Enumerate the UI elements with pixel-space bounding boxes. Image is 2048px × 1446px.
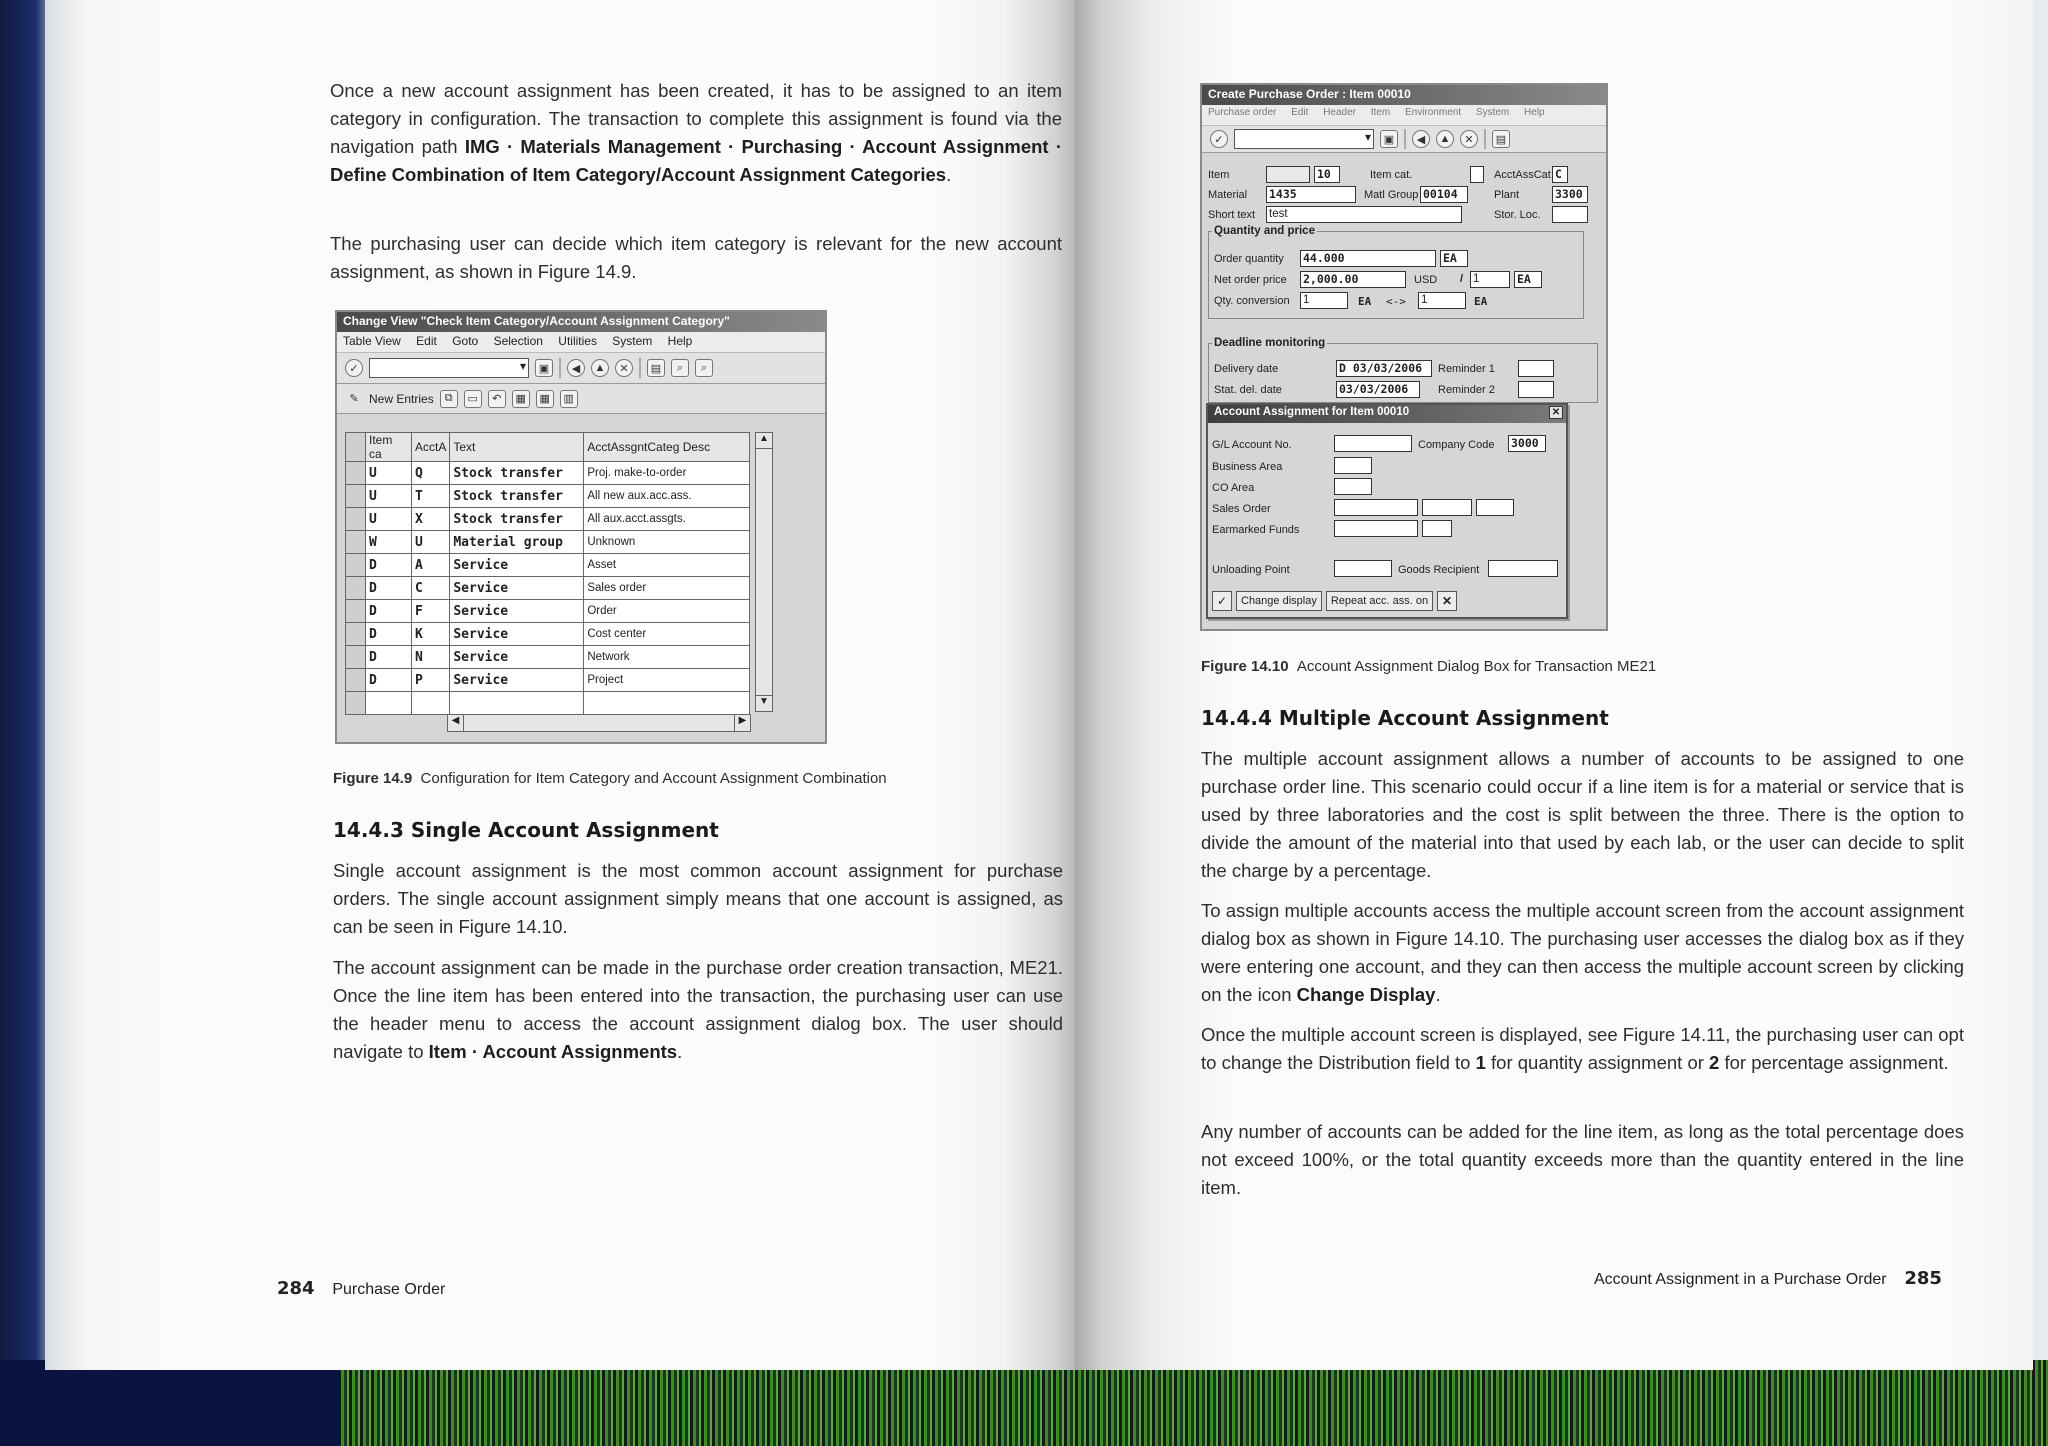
cell-item-category[interactable]: D	[366, 623, 412, 646]
cell-category-desc[interactable]: All new aux.acc.ass.	[584, 485, 750, 508]
cell-text[interactable]: Service	[450, 646, 584, 669]
row-selector[interactable]	[346, 669, 366, 692]
currency-label: USD	[1414, 274, 1438, 286]
cell-item-category[interactable]: D	[366, 600, 412, 623]
figure-14-9-sap-window	[335, 310, 827, 744]
co-area-label: CO Area	[1212, 482, 1255, 494]
row-selector[interactable]	[346, 462, 366, 485]
empty-cell[interactable]	[412, 692, 450, 715]
heading-single-account-assignment: 14.4.3 Single Account Assignment	[333, 818, 719, 842]
sap-application-toolbar	[337, 384, 825, 414]
net-price-field[interactable]: 2,000.00	[1300, 271, 1406, 288]
table-row[interactable]	[346, 531, 750, 554]
table-row[interactable]	[346, 669, 750, 692]
select-block-icon[interactable]: ▦	[536, 390, 554, 408]
command-field[interactable]	[1234, 129, 1374, 149]
exit-icon[interactable]: ▲	[591, 359, 609, 377]
dialog-close-icon[interactable]: ✕	[1549, 406, 1563, 419]
conversion-arrow: <->	[1386, 295, 1406, 308]
scroll-right-icon[interactable]: ▶	[734, 715, 750, 731]
confirm-check-icon[interactable]: ✓	[1212, 591, 1232, 611]
order-price-unit-field[interactable]: EA	[1514, 271, 1542, 288]
cell-acct-assignment[interactable]: U	[412, 531, 450, 554]
table-row-empty[interactable]	[346, 692, 750, 715]
menu-help[interactable]: Help	[1524, 107, 1545, 118]
dialog-title: Account Assignment for Item 00010	[1214, 406, 1410, 418]
row-selector[interactable]	[346, 554, 366, 577]
left-paragraph-4: The account assignment can be made in the purchase order creation transaction, ME21. Once the line item has been entered into the transaction, the purchasing user can use the header menu to access the account assignment dialog box. The user should navigate to Item · Account Assignments.	[333, 957, 1063, 1062]
empty-cell[interactable]	[450, 692, 584, 715]
goods-recipient-label: Goods Recipient	[1398, 564, 1480, 576]
matl-group-field[interactable]: 00104	[1420, 186, 1468, 203]
right-paragraph-2: To assign multiple accounts access the multiple account screen from the account assignment dialog box as shown in Figure 14.10. The purchasing user accesses the dialog box as if they were entering one account, and they can then access the multiple account screen by clicking on the icon Change Display.	[1201, 900, 1964, 1005]
price-unit-field[interactable]: 1	[1470, 271, 1510, 288]
navigation-path-item: Item · Account Assignments	[428, 1041, 678, 1062]
item-category-field[interactable]	[1470, 166, 1484, 183]
command-field[interactable]	[369, 358, 529, 378]
save-icon[interactable]: ▣	[1380, 130, 1398, 148]
dialog-title-bar	[1208, 405, 1566, 423]
print-icon[interactable]: ▤	[1492, 130, 1510, 148]
per-separator: /	[1460, 273, 1464, 285]
cell-item-category[interactable]: U	[366, 508, 412, 531]
menu-system[interactable]: System	[1475, 107, 1510, 118]
sap-menu-bar	[337, 332, 825, 352]
page-number-285: 285	[1904, 1268, 1942, 1289]
cell-item-category[interactable]: W	[366, 531, 412, 554]
cell-category-desc[interactable]: Cost center	[584, 623, 750, 646]
earmarked-funds-label: Earmarked Funds	[1212, 524, 1300, 536]
cell-text[interactable]: Material group	[450, 531, 584, 554]
delete-icon[interactable]: ▭	[464, 390, 482, 408]
cell-acct-assignment[interactable]: N	[412, 646, 450, 669]
item-category-label: Item cat.	[1370, 169, 1413, 181]
right-paragraph-4: Any number of accounts can be added for the line item, as long as the total percentage does not exceed 100%, or the total quantity exceeds more than the quantity entered in the line item.	[1201, 1121, 1964, 1198]
cell-acct-assignment[interactable]: T	[412, 485, 450, 508]
scanner-background-bottom	[0, 1360, 2048, 1446]
cell-category-desc[interactable]: Unknown	[584, 531, 750, 554]
cell-item-category[interactable]: D	[366, 669, 412, 692]
table-row[interactable]	[346, 577, 750, 600]
sales-order-field[interactable]	[1334, 499, 1418, 516]
table-row[interactable]	[346, 623, 750, 646]
menu-environment[interactable]: Environment	[1405, 107, 1462, 118]
table-row[interactable]	[346, 646, 750, 669]
item-prefix-field[interactable]	[1266, 166, 1310, 183]
copy-icon[interactable]: ⧉	[440, 390, 458, 408]
menu-item[interactable]: Item	[1370, 107, 1391, 118]
row-selector[interactable]	[346, 577, 366, 600]
change-display-term: Change Display	[1296, 984, 1436, 1005]
cell-text[interactable]: Service	[450, 577, 584, 600]
figure-14-10-caption: Figure 14.10 Account Assignment Dialog Box for Transaction ME21	[1201, 658, 1657, 675]
business-area-label: Business Area	[1212, 461, 1283, 473]
net-price-label: Net order price	[1214, 274, 1287, 286]
cell-text[interactable]: Service	[450, 554, 584, 577]
table-header-row	[346, 433, 750, 462]
change-display-button[interactable]: Change display	[1236, 591, 1322, 611]
right-page-footer: Account Assignment in a Purchase Order 285	[1594, 1268, 1942, 1289]
create-po-window-title: Create Purchase Order : Item 00010	[1202, 85, 1606, 105]
new-entries-button[interactable]: New Entries	[369, 391, 434, 406]
table-row[interactable]	[346, 554, 750, 577]
enter-check-icon[interactable]: ✓	[1210, 130, 1228, 148]
cell-acct-assignment[interactable]: X	[412, 508, 450, 531]
menu-help[interactable]: Help	[667, 334, 693, 348]
enter-check-icon[interactable]: ✓	[345, 359, 363, 377]
unloading-point-field[interactable]	[1334, 560, 1392, 577]
item-label: Item	[1208, 169, 1230, 181]
delivery-date-field[interactable]: D 03/03/2006	[1336, 360, 1432, 377]
cell-category-desc[interactable]: Order	[584, 600, 750, 623]
table-row[interactable]	[346, 462, 750, 485]
find-next-icon[interactable]: ⌕	[695, 359, 713, 377]
cell-text[interactable]: Service	[450, 669, 584, 692]
page-number-284: 284	[277, 1278, 315, 1299]
right-paragraph-3: Once the multiple account screen is displayed, see Figure 14.11, the purchasing user can opt to change the Distribution field to 1 for quantity assignment or 2 for percentage assignment.	[1201, 1024, 1964, 1073]
cancel-icon[interactable]: ✕	[615, 359, 633, 377]
unloading-point-label: Unloading Point	[1212, 564, 1290, 576]
cell-acct-assignment[interactable]: Q	[412, 462, 450, 485]
qty-conversion-unit-a: EA	[1358, 295, 1372, 308]
acct-ass-cat-field[interactable]: C	[1552, 166, 1568, 183]
qty-conversion-a-field[interactable]: 1	[1300, 292, 1348, 309]
deadline-monitoring-title: Deadline monitoring	[1214, 337, 1326, 349]
item-number-field[interactable]: 10	[1314, 166, 1340, 183]
cell-text[interactable]: Stock transfer	[450, 508, 584, 531]
material-label: Material	[1208, 189, 1248, 201]
acct-ass-cat-label: AcctAssCat	[1494, 169, 1551, 181]
left-paragraph-3: Single account assignment is the most common account assignment for purchase orders. The single account assignment simply means that one account is assigned, as can be seen in Figure 14.10.	[333, 860, 1063, 937]
sap-standard-toolbar	[337, 352, 825, 384]
earmarked-funds-field[interactable]	[1334, 520, 1418, 537]
sales-order-item-field[interactable]	[1422, 499, 1472, 516]
cell-category-desc[interactable]: Network	[584, 646, 750, 669]
row-selector[interactable]	[346, 531, 366, 554]
find-icon[interactable]: ⌕	[671, 359, 689, 377]
reminder-1-label: Reminder 1	[1438, 363, 1495, 375]
plant-label: Plant	[1494, 189, 1520, 201]
order-quantity-label: Order quantity	[1214, 253, 1284, 265]
reminder-2-label: Reminder 2	[1438, 384, 1495, 396]
menu-edit[interactable]: Edit	[416, 334, 437, 348]
cell-category-desc[interactable]: All aux.acct.assgts.	[584, 508, 750, 531]
cell-text[interactable]: Stock transfer	[450, 485, 584, 508]
sales-order-schedule-field[interactable]	[1476, 499, 1514, 516]
heading-multiple-account-assignment: 14.4.4 Multiple Account Assignment	[1201, 706, 1609, 730]
short-text-field[interactable]: test	[1266, 206, 1462, 223]
earmarked-funds-item-field[interactable]	[1422, 520, 1452, 537]
cell-text[interactable]: Service	[450, 600, 584, 623]
material-field[interactable]: 1435	[1266, 186, 1356, 203]
business-area-field[interactable]	[1334, 457, 1372, 474]
left-page	[45, 0, 1075, 1370]
delivery-date-label: Delivery date	[1214, 363, 1279, 375]
company-code-label: Company Code	[1418, 439, 1495, 451]
deselect-all-icon[interactable]: ▥	[560, 390, 578, 408]
left-paragraph-2: The purchasing user can decide which item category is relevant for the new account assignment, as shown in Figure 14.9.	[330, 233, 1062, 282]
menu-selection[interactable]: Selection	[493, 334, 543, 348]
scroll-left-icon[interactable]: ◀	[448, 715, 464, 731]
cell-text[interactable]: Service	[450, 623, 584, 646]
scroll-up-icon[interactable]: ▲	[756, 433, 772, 449]
sap-window-title: Change View "Check Item Category/Account Assignment Category"	[337, 312, 825, 332]
column-header-category-desc[interactable]: AcctAssgntCateg Desc	[584, 433, 750, 462]
cell-item-category[interactable]: U	[366, 485, 412, 508]
cell-item-category[interactable]: D	[366, 646, 412, 669]
table-vertical-scrollbar[interactable]	[755, 432, 773, 712]
row-selector[interactable]	[346, 485, 366, 508]
table-row[interactable]	[346, 508, 750, 531]
scroll-down-icon[interactable]: ▼	[756, 695, 772, 711]
plant-field[interactable]: 3300	[1552, 186, 1588, 203]
create-po-toolbar	[1202, 125, 1606, 153]
left-paragraph-1: Once a new account assignment has been created, it has to be assigned to an item category in configuration. The transaction to complete this assignment is found via the navigation path IMG · Materials Management · Purchasing · Account Assignment · Define Combination of Item Category/Account Assignment Categories.	[330, 80, 1062, 185]
row-selector-header[interactable]	[346, 433, 366, 462]
co-area-field[interactable]	[1334, 478, 1372, 495]
sales-order-label: Sales Order	[1212, 503, 1271, 515]
new-entries-icon[interactable]: ✎	[349, 393, 359, 405]
row-selector[interactable]	[346, 692, 366, 715]
item-category-table	[345, 432, 750, 715]
cell-item-category[interactable]: D	[366, 554, 412, 577]
cell-category-desc[interactable]: Asset	[584, 554, 750, 577]
stat-del-date-label: Stat. del. date	[1214, 384, 1282, 396]
stor-loc-label: Stor. Loc.	[1494, 209, 1541, 221]
menu-system[interactable]: System	[612, 334, 653, 348]
cell-acct-assignment[interactable]: P	[412, 669, 450, 692]
navigation-path-img: IMG · Materials Management · Purchasing · Account Assignment · Define Combination of Item Category/Account Assignment Categories	[330, 136, 1062, 185]
column-header-item-category[interactable]: Item ca	[366, 433, 412, 462]
gl-account-field[interactable]	[1334, 435, 1412, 452]
account-assignment-dialog	[1206, 403, 1568, 619]
order-quantity-field[interactable]: 44.000	[1300, 250, 1436, 267]
cell-item-category[interactable]: U	[366, 462, 412, 485]
goods-recipient-field[interactable]	[1488, 560, 1558, 577]
menu-utilities[interactable]: Utilities	[558, 334, 597, 348]
quantity-price-title: Quantity and price	[1214, 225, 1315, 237]
stat-del-date-field[interactable]: 03/03/2006	[1336, 381, 1420, 398]
menu-goto[interactable]: Goto	[452, 334, 479, 348]
row-selector[interactable]	[346, 600, 366, 623]
right-paragraph-1: The multiple account assignment allows a number of accounts to be assigned to one purchase order line. This scenario could occur if a line item is for a material or service that is used by three laboratories and the cost is split between the three. There is the option to divide the amount of the material into that used by each lab, or the user can decide to split the charge by a percentage.	[1201, 748, 1964, 881]
reminder-2-field[interactable]	[1518, 381, 1554, 398]
create-po-menu-bar	[1202, 105, 1606, 125]
row-selector[interactable]	[346, 623, 366, 646]
dialog-button-row	[1212, 591, 1457, 611]
column-header-acct-assignment[interactable]: AcctA	[412, 433, 450, 462]
table-row[interactable]	[346, 485, 750, 508]
menu-purchase-order[interactable]: Purchase order	[1208, 107, 1277, 118]
repeat-acc-ass-button[interactable]: Repeat acc. ass. on	[1326, 591, 1433, 611]
menu-table-view[interactable]: Table View	[343, 334, 401, 348]
gl-account-label: G/L Account No.	[1212, 439, 1292, 451]
back-icon[interactable]: ◀	[567, 359, 585, 377]
table-horizontal-scrollbar[interactable]	[447, 714, 751, 732]
short-text-label: Short text	[1208, 209, 1256, 221]
empty-cell[interactable]	[366, 692, 412, 715]
qty-conversion-unit-b: EA	[1474, 295, 1488, 308]
cell-acct-assignment[interactable]: C	[412, 577, 450, 600]
cell-acct-assignment[interactable]: K	[412, 623, 450, 646]
figure-14-10-sap-window	[1200, 83, 1608, 631]
table-row[interactable]	[346, 600, 750, 623]
right-page	[1075, 0, 2033, 1370]
cell-item-category[interactable]: D	[366, 577, 412, 600]
qty-conversion-label: Qty. conversion	[1214, 295, 1290, 307]
column-header-text[interactable]: Text	[450, 433, 584, 462]
reminder-1-field[interactable]	[1518, 360, 1554, 377]
qty-conversion-b-field[interactable]: 1	[1418, 292, 1466, 309]
stor-loc-field[interactable]	[1552, 206, 1588, 223]
back-icon[interactable]: ◀	[1412, 130, 1430, 148]
order-quantity-unit-field[interactable]: EA	[1440, 250, 1468, 267]
menu-edit[interactable]: Edit	[1291, 107, 1309, 118]
cell-category-desc[interactable]: Proj. make-to-order	[584, 462, 750, 485]
matl-group-label: Matl Group	[1364, 189, 1419, 201]
figure-14-9-caption: Figure 14.9 Configuration for Item Category and Account Assignment Combination	[333, 770, 887, 787]
cancel-icon[interactable]: ✕	[1460, 130, 1478, 148]
cell-text[interactable]: Stock transfer	[450, 462, 584, 485]
print-icon[interactable]: ▤	[647, 359, 665, 377]
cell-category-desc[interactable]: Sales order	[584, 577, 750, 600]
select-all-icon[interactable]: ▦	[512, 390, 530, 408]
exit-icon[interactable]: ▲	[1436, 130, 1454, 148]
cancel-x-icon[interactable]: ✕	[1437, 591, 1457, 611]
row-selector[interactable]	[346, 646, 366, 669]
save-icon[interactable]: ▣	[535, 359, 553, 377]
undo-icon[interactable]: ↶	[488, 390, 506, 408]
cell-category-desc[interactable]: Project	[584, 669, 750, 692]
empty-cell[interactable]	[584, 692, 750, 715]
cell-acct-assignment[interactable]: A	[412, 554, 450, 577]
company-code-field[interactable]: 3000	[1508, 435, 1546, 452]
menu-header[interactable]: Header	[1323, 107, 1356, 118]
left-page-footer: 284 Purchase Order	[277, 1278, 446, 1299]
cell-acct-assignment[interactable]: F	[412, 600, 450, 623]
row-selector[interactable]	[346, 508, 366, 531]
